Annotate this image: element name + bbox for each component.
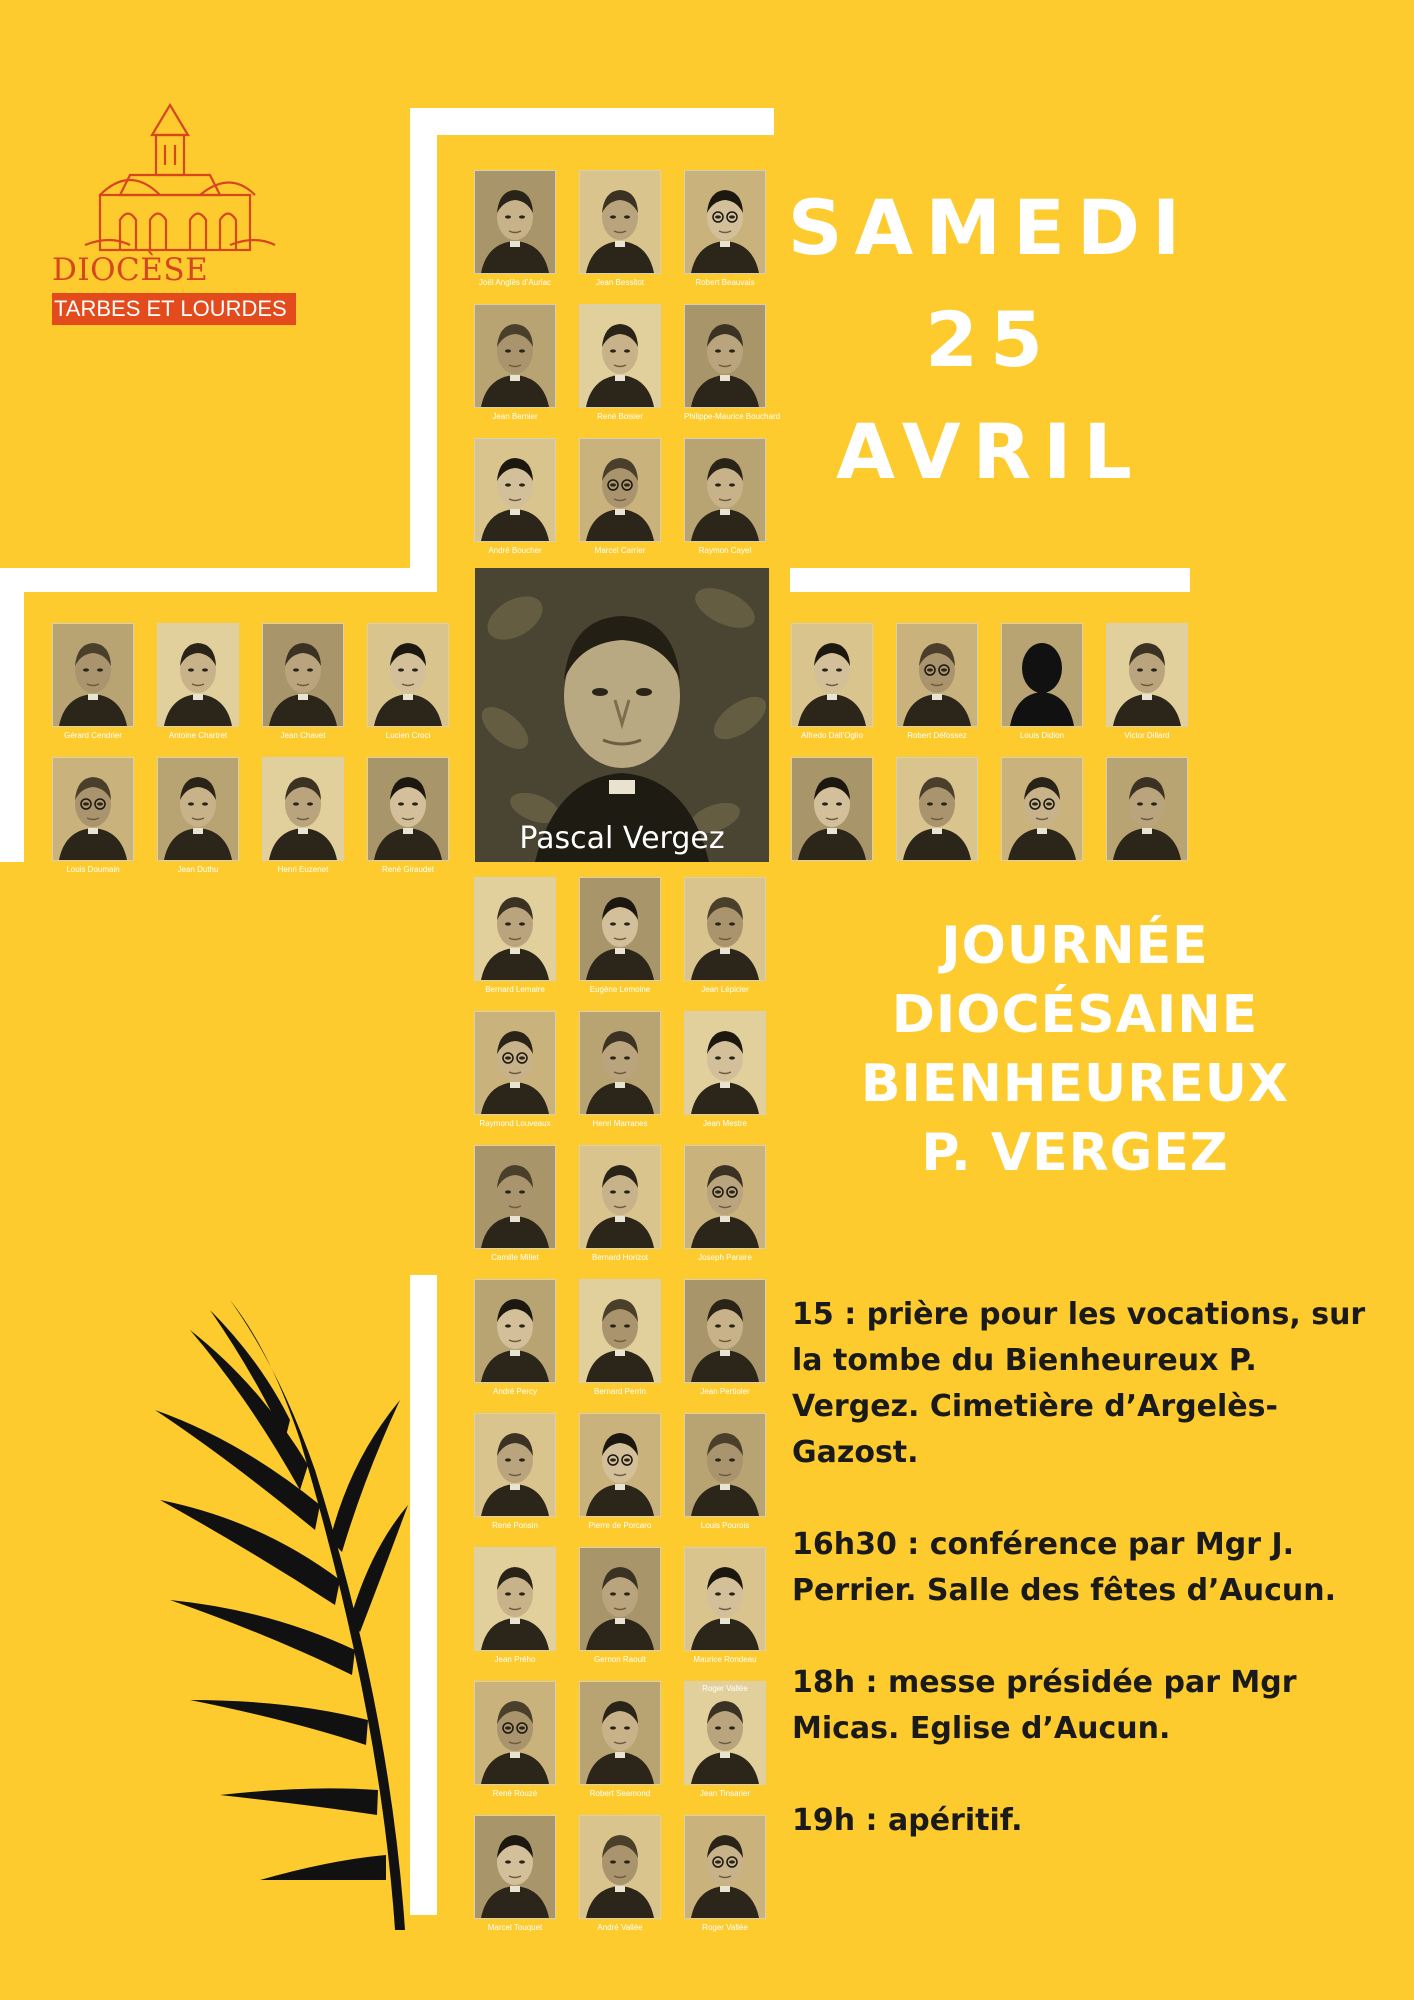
portrait-frame <box>579 304 661 408</box>
portrait-name: Lucien Croci <box>385 731 431 740</box>
portrait-photo <box>475 439 555 541</box>
portrait-name: Eugène Lemoine <box>589 985 651 994</box>
portrait-name: Alfredo Dall’Oglio <box>801 731 863 740</box>
portrait-photo <box>475 878 555 980</box>
portrait-frame <box>579 1145 661 1249</box>
portrait-photo <box>263 624 343 726</box>
portrait <box>474 877 556 995</box>
portrait-frame <box>157 623 239 727</box>
portrait-name: Louis Pourois <box>700 1521 750 1530</box>
portrait <box>684 1011 766 1129</box>
portrait <box>52 623 134 741</box>
portrait-frame <box>367 757 449 861</box>
portrait <box>367 757 449 875</box>
portrait <box>1106 757 1188 875</box>
portrait-frame <box>684 438 766 542</box>
portrait <box>579 1413 661 1531</box>
portrait <box>684 1547 766 1665</box>
portrait <box>579 877 661 995</box>
portrait-name: Jean Prého <box>494 1655 536 1664</box>
portrait-frame <box>474 877 556 981</box>
logo-diocese-name: DIOCÈSE <box>52 252 209 288</box>
portrait-name: Louis Didion <box>1019 731 1065 740</box>
portrait <box>157 757 239 875</box>
portrait-photo <box>475 1280 555 1382</box>
portrait-photo <box>368 624 448 726</box>
portrait-name <box>896 864 978 875</box>
portrait-name: Jean Lépicier <box>701 985 749 994</box>
portrait-name: René Rouzé <box>492 1789 538 1798</box>
program-item: 19h : apéritif. <box>792 1803 1023 1838</box>
portrait-name: Roger Vallée <box>702 1923 748 1932</box>
portrait-frame <box>791 623 873 727</box>
portrait-frame <box>474 304 556 408</box>
portrait-name: Raymon Cayel <box>698 546 752 555</box>
portrait-frame <box>896 623 978 727</box>
portrait-photo <box>368 758 448 860</box>
portrait-name: Joseph Paraire <box>698 1253 752 1262</box>
portrait <box>684 1815 766 1933</box>
portrait-photo <box>475 171 555 273</box>
portrait-photo <box>685 439 765 541</box>
portrait-photo <box>580 439 660 541</box>
portrait-frame <box>474 1547 556 1651</box>
portrait-name: Jean Pertioler <box>700 1387 750 1396</box>
headline-line-4: P. VERGEZ <box>921 1123 1229 1183</box>
portrait <box>684 1279 766 1397</box>
portrait-photo <box>580 1146 660 1248</box>
portrait-frame <box>684 170 766 274</box>
portrait-name: Camille Millet <box>491 1253 539 1262</box>
portrait <box>579 1145 661 1263</box>
portrait <box>579 438 661 556</box>
date-weekday: SAMEDI <box>787 183 1193 272</box>
portrait-name: Bernard Horizot <box>591 1253 649 1262</box>
portrait-frame <box>474 1279 556 1383</box>
portrait-name: Victor Dillard <box>1124 731 1170 740</box>
portrait-photo <box>1002 758 1082 860</box>
portrait-photo <box>475 1682 555 1784</box>
portrait-photo <box>685 1682 765 1784</box>
portrait-name: Bernard Perrin <box>593 1387 647 1396</box>
portrait <box>474 1011 556 1129</box>
portrait-name: Robert Seamond <box>589 1789 651 1798</box>
portrait-grid-right <box>791 623 1188 875</box>
portrait <box>52 757 134 875</box>
portrait <box>1106 623 1188 741</box>
date-month: AVRIL <box>836 407 1144 496</box>
headline-line-3: BIENHEUREUX <box>860 1054 1290 1114</box>
portrait-frame <box>579 1547 661 1651</box>
portrait <box>896 757 978 875</box>
portrait-name: René Giraudet <box>381 865 435 874</box>
portrait-photo <box>475 1414 555 1516</box>
portrait <box>579 170 661 288</box>
portrait-name: Philippe-Maurice Bouchard <box>684 412 781 421</box>
portrait-frame <box>367 623 449 727</box>
portrait-frame <box>474 1145 556 1249</box>
portrait-frame <box>1001 623 1083 727</box>
portrait-name: Jean Tinsarier <box>699 1789 751 1798</box>
portrait <box>474 438 556 556</box>
portrait <box>579 304 661 422</box>
program-item: 18h : messe présidée par Mgr Micas. Eglise d’Aucun. <box>792 1665 1297 1746</box>
portrait-photo <box>53 758 133 860</box>
portrait <box>262 623 344 741</box>
portrait-photo <box>685 1414 765 1516</box>
cross-line-bottom-vertical <box>410 1275 437 1915</box>
diocese-logo <box>50 95 300 330</box>
portrait-photo <box>158 624 238 726</box>
portrait-photo <box>685 171 765 273</box>
event-program <box>792 1292 1372 1890</box>
portrait-name: Marcel Carrier <box>594 546 646 555</box>
portrait-name: Henri Euzenet <box>277 865 329 874</box>
portrait-photo <box>580 1682 660 1784</box>
portrait <box>896 623 978 741</box>
portrait <box>684 877 766 995</box>
portrait-frame <box>684 1279 766 1383</box>
portrait <box>474 1547 556 1665</box>
portrait <box>474 170 556 288</box>
portrait-grid-bottom <box>474 877 766 1933</box>
portrait-frame <box>579 1815 661 1919</box>
portrait-name: Robert Beauvais <box>695 278 755 287</box>
portrait-photo <box>685 1146 765 1248</box>
portrait <box>157 623 239 741</box>
portrait-frame <box>1001 757 1083 861</box>
portrait-name <box>791 864 873 875</box>
portrait-frame <box>474 170 556 274</box>
portrait <box>367 623 449 741</box>
portrait-photo <box>685 1548 765 1650</box>
portrait <box>579 1547 661 1665</box>
portrait-photo <box>475 1146 555 1248</box>
portrait-frame <box>579 1011 661 1115</box>
portrait-frame <box>684 1011 766 1115</box>
portrait-photo <box>475 1816 555 1918</box>
portrait-photo <box>685 1280 765 1382</box>
portrait-photo <box>53 624 133 726</box>
portrait-name: Gérard Cendrier <box>64 731 122 740</box>
portrait-photo <box>792 624 872 726</box>
portrait-photo <box>580 1816 660 1918</box>
headline-line-1: JOURNÉE <box>941 916 1209 976</box>
portrait-photo <box>158 758 238 860</box>
portrait-frame <box>579 170 661 274</box>
portrait-name: Bernard Lemaire <box>485 985 545 994</box>
portrait <box>262 757 344 875</box>
portrait <box>684 1413 766 1531</box>
portrait <box>684 170 766 288</box>
portrait-name <box>1106 864 1188 875</box>
portrait-photo <box>685 1012 765 1114</box>
portrait-photo <box>263 758 343 860</box>
portrait-name: Henri Marranes <box>592 1119 648 1128</box>
portrait-frame <box>579 1413 661 1517</box>
portrait <box>684 304 781 422</box>
portrait-name: Jean Chavet <box>280 731 326 740</box>
portrait <box>1001 757 1083 875</box>
portrait-photo <box>1002 624 1082 726</box>
portrait-photo <box>1107 758 1187 860</box>
portrait-name: Louis Doumain <box>66 865 120 874</box>
portrait-name: André Vallée <box>597 1923 643 1932</box>
portrait-frame <box>579 1279 661 1383</box>
portrait-name: André Boucher <box>488 546 542 555</box>
portrait-name: Antoine Chartret <box>168 731 228 740</box>
cathedral-icon <box>70 95 290 255</box>
program-item: 16h30 : conférence par Mgr J. Perrier. Salle des fêtes d’Aucun. <box>792 1527 1336 1608</box>
portrait-name <box>1001 864 1083 875</box>
portrait-name: Maurice Rondeau <box>693 1655 757 1664</box>
portrait-frame <box>474 1011 556 1115</box>
portrait <box>579 1011 661 1129</box>
portrait <box>579 1815 661 1933</box>
portrait-grid-left <box>52 623 449 875</box>
portrait-photo <box>580 305 660 407</box>
portrait-photo <box>792 758 872 860</box>
portrait-name: Jean Bernier <box>492 412 538 421</box>
portrait <box>474 304 556 422</box>
portrait-name: André Percy <box>492 1387 538 1396</box>
program-item: 15 : prière pour les vocations, sur la tombe du Bienheureux P. Vergez. Cimetière d’Argelès-Gazost. <box>792 1297 1366 1470</box>
portrait-name: Jean Duthu <box>177 865 219 874</box>
portrait-frame <box>52 623 134 727</box>
portrait-frame <box>684 304 766 408</box>
portrait-frame <box>1106 623 1188 727</box>
portrait-name: Pierre de Porcaro <box>588 1521 652 1530</box>
portrait-frame <box>684 877 766 981</box>
portrait <box>791 623 873 741</box>
portrait <box>684 1681 766 1799</box>
portrait <box>474 1145 556 1263</box>
portrait <box>1001 623 1083 741</box>
portrait-frame <box>684 1681 766 1785</box>
portrait-photo <box>580 171 660 273</box>
cross-line-right-arm <box>790 568 1190 592</box>
portrait-name: René Boisier <box>597 412 643 421</box>
portrait <box>684 438 766 556</box>
portrait-frame <box>579 877 661 981</box>
portrait-photo <box>475 305 555 407</box>
portrait-frame <box>684 1145 766 1249</box>
cross-line-left-arm <box>0 568 437 592</box>
portrait-name: Raymond Louveaux <box>479 1119 551 1128</box>
center-portrait-photo <box>475 568 769 862</box>
center-portrait <box>475 568 769 862</box>
portrait-frame <box>579 438 661 542</box>
portrait <box>579 1681 661 1799</box>
portrait-frame <box>474 438 556 542</box>
portrait-frame <box>474 1815 556 1919</box>
portrait-photo <box>897 624 977 726</box>
portrait-photo <box>685 1816 765 1918</box>
portrait-frame <box>474 1413 556 1517</box>
palm-leaf-icon <box>150 1290 410 1940</box>
portrait <box>474 1815 556 1933</box>
portrait-name: Marcel Touquet <box>487 1923 543 1932</box>
portrait-photo <box>580 1280 660 1382</box>
portrait-grid-top <box>474 170 781 556</box>
cross-line-left-edge <box>0 568 24 862</box>
cross-line-left-vertical <box>410 108 437 568</box>
date-day: 25 <box>925 295 1055 384</box>
portrait-frame <box>684 1547 766 1651</box>
portrait-photo <box>580 1012 660 1114</box>
portrait <box>579 1279 661 1397</box>
portrait-frame <box>262 623 344 727</box>
portrait-frame <box>684 1815 766 1919</box>
portrait-frame <box>157 757 239 861</box>
portrait-frame <box>1106 757 1188 861</box>
portrait-frame <box>262 757 344 861</box>
portrait-frame <box>579 1681 661 1785</box>
portrait-frame <box>52 757 134 861</box>
portrait-photo <box>685 878 765 980</box>
portrait-photo <box>897 758 977 860</box>
portrait-frame <box>684 1413 766 1517</box>
portrait-photo <box>580 878 660 980</box>
portrait-name: René Ponsin <box>492 1521 538 1530</box>
headline-line-2: DIOCÉSAINE <box>891 985 1259 1045</box>
portrait-frame <box>896 757 978 861</box>
portrait <box>474 1413 556 1531</box>
portrait-photo <box>580 1414 660 1516</box>
portrait <box>791 757 873 875</box>
portrait-photo <box>685 305 765 407</box>
portrait-name: Gernon Raoult <box>593 1655 647 1664</box>
event-headline <box>795 912 1355 1188</box>
portrait-inset-label: Roger Vallée <box>702 1684 748 1693</box>
portrait-name: Jean Mestre <box>702 1119 748 1128</box>
logo-diocese-subtitle: TARBES ET LOURDES <box>52 293 296 325</box>
portrait-photo <box>1107 624 1187 726</box>
portrait <box>474 1681 556 1799</box>
portrait <box>684 1145 766 1263</box>
portrait-photo <box>475 1548 555 1650</box>
portrait-photo <box>475 1012 555 1114</box>
center-portrait-name: Pascal Vergez <box>519 821 725 856</box>
portrait-name: Robert Défossez <box>907 731 967 740</box>
portrait-name: Joël Anglès d’Auriac <box>478 278 552 287</box>
portrait <box>474 1279 556 1397</box>
portrait-frame <box>474 1681 556 1785</box>
portrait-frame <box>791 757 873 861</box>
portrait-name: Jean Bessitot <box>595 278 645 287</box>
cross-line-top <box>410 108 774 135</box>
portrait-photo <box>580 1548 660 1650</box>
event-date <box>770 183 1210 526</box>
